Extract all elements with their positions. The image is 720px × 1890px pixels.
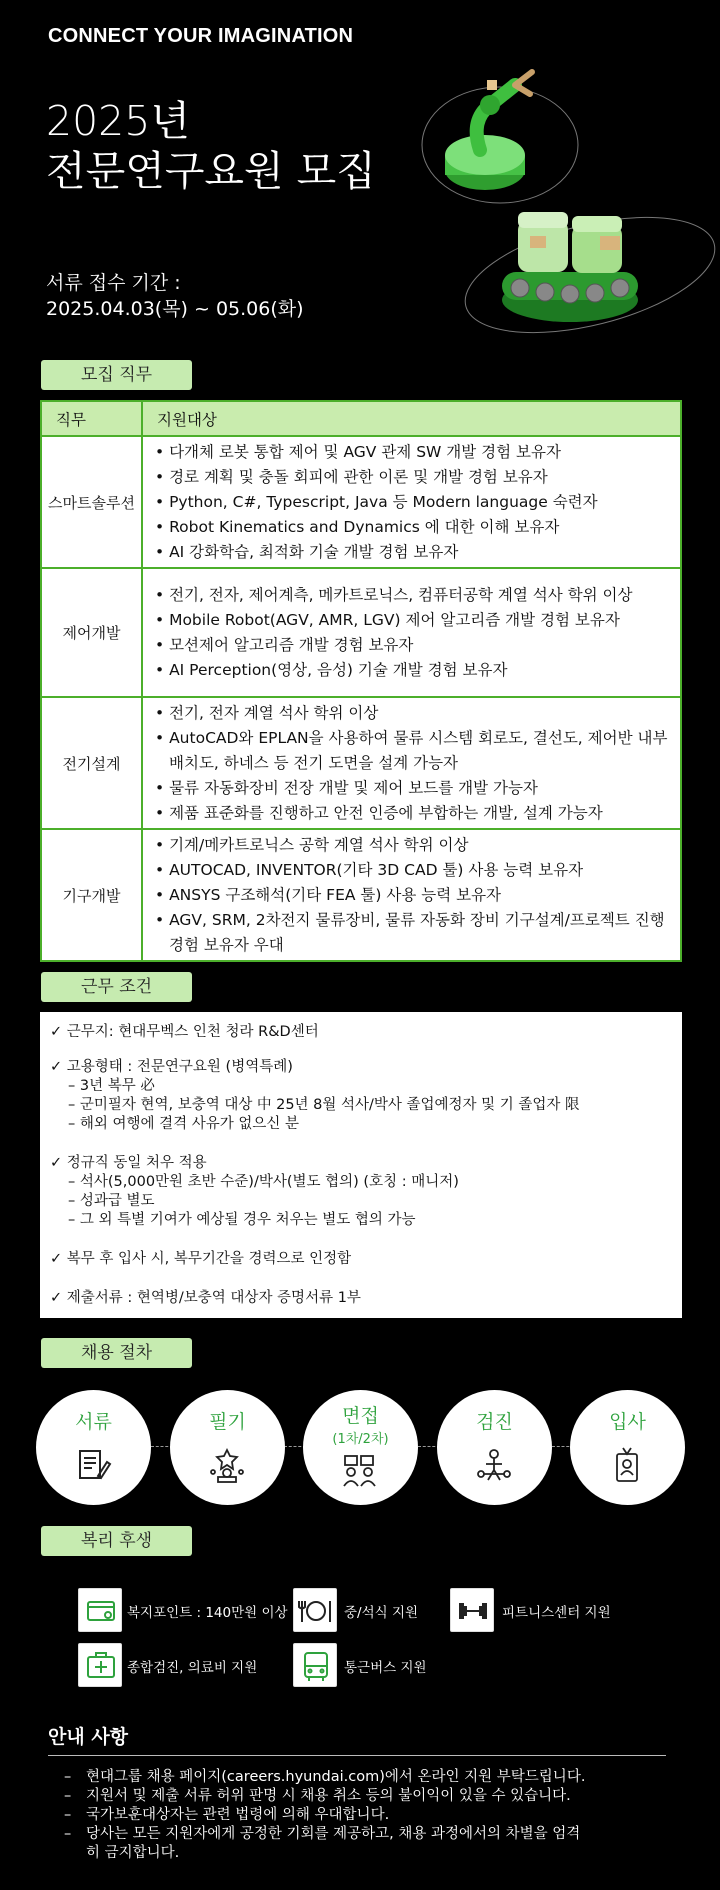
process-step-documents [36,1390,151,1505]
notice-item: – 당사는 모든 지원자에게 공정한 기회를 제공하고, 채용 과정에서의 차별을 엄격히 금지합니다. [64,1826,581,1861]
step-label: 면접 [342,1405,379,1427]
requirement-item: • 물류 자동화장비 전장 개발 및 제어 보드를 개발 가능자 [155,776,670,801]
requirements-cell [142,436,681,568]
condition-sub: – 성과급 별도 [68,1193,155,1209]
condition-employment: ✓ 고용형태 : 전문연구요원 (병역특례) [50,1059,293,1075]
step-label: 입사 [609,1411,646,1433]
requirement-item: • 기계/메카트로닉스 공학 계열 석사 학위 이상 [155,833,670,858]
jobs-table-header [41,401,681,436]
process-step-checkup [437,1390,552,1505]
condition-workplace: ✓ 근무지: 현대무벡스 인천 청라 R&D센터 [50,1024,319,1040]
step-sublabel: (1차/2차) [332,1432,389,1447]
section-conditions-heading: 근무 조건 [41,972,192,1002]
table-row [41,568,681,697]
benefit-label: 종합검진, 의료비 지원 [127,1660,258,1676]
requirements-cell [142,697,681,829]
benefit-label: 복지포인트 : 140만원 이상 [127,1605,288,1621]
requirement-item: • AutoCAD와 EPLAN을 사용하여 물류 시스템 회로도, 결선도, 제어반 내부 배치도, 하네스 등 전기 도면을 설계 가능자 [155,726,670,776]
process-step-written [170,1390,285,1505]
condition-sub: – 그 외 특별 기여가 예상될 경우 처우는 별도 협의 가능 [68,1212,416,1228]
condition-sub: – 해외 여행에 결격 사유가 없으신 분 [68,1116,300,1132]
role-cell: 스마트솔루션 [41,436,142,568]
condition-treatment: ✓ 정규직 동일 처우 적용 [50,1155,207,1171]
document-pen-icon [74,1446,112,1484]
condition-sub: – 군미필자 현역, 보충역 대상 中 25년 8월 석사/박사 졸업예정자 및 기 졸업자 限 [68,1097,580,1113]
requirement-item: • AI Perception(영상, 음성) 기술 개발 경험 보유자 [155,658,670,683]
period-label: 서류 접수 기간 : [46,272,181,294]
requirement-item: • Robot Kinematics and Dynamics 에 대한 이해 보유자 [155,515,670,540]
robot-conveyor-illustration [420,60,720,350]
id-badge-icon [608,1446,646,1484]
requirement-item: • ANSYS 구조해석(기타 FEA 툴) 사용 능력 보유자 [155,883,670,908]
role-cell: 기구개발 [41,829,142,961]
written-test-icon [208,1446,246,1484]
benefit-label: 피트니스센터 지원 [502,1605,611,1621]
role-cell: 제어개발 [41,568,142,697]
requirement-item: • 모션제어 알고리즘 개발 경험 보유자 [155,633,670,658]
jobs-table [40,400,682,962]
requirement-item: • 경로 계획 및 충돌 회피에 관한 이론 및 개발 경험 보유자 [155,465,670,490]
notice-item: – 지원서 및 제출 서류 허위 판명 시 채용 취소 등의 불이익이 있을 수 있습니다. [64,1788,571,1804]
notice-item: – 국가보훈대상자는 관련 법령에 의해 우대합니다. [64,1807,390,1823]
requirement-item: • AGV, SRM, 2차전지 물류장비, 물류 자동화 장비 기구설계/프로젝트 진행 경험 보유자 우대 [155,908,670,958]
column-header-target: 지원대상 [142,401,681,436]
benefit-label: 통근버스 지원 [344,1660,427,1676]
requirement-item: • AI 강화학습, 최적화 기술 개발 경험 보유자 [155,540,670,565]
requirements-cell [142,568,681,697]
requirement-item: • 전기, 전자, 제어계측, 메카트로닉스, 컴퓨터공학 계열 석사 학위 이상 [155,583,670,608]
table-row [41,697,681,829]
dumbbell-icon [450,1588,494,1632]
notice-title: 안내 사항 [48,1726,129,1748]
table-row [41,829,681,961]
interview-icon [341,1452,379,1490]
brand-slogan: CONNECT YOUR IMAGINATION [48,25,354,47]
page-title: 전문연구요원 모집 [46,147,376,195]
notice-divider [48,1755,666,1756]
step-label: 검진 [476,1411,513,1433]
step-label: 서류 [75,1411,112,1433]
column-header-role: 직무 [41,401,142,436]
page-title-year: 2025년 [46,97,190,145]
period-value: 2025.04.03(목) ~ 05.06(화) [46,298,304,320]
condition-documents: ✓ 제출서류 : 현역병/보충역 대상자 증명서류 1부 [50,1290,361,1306]
requirement-item: • 다개체 로봇 통합 제어 및 AGV 관제 SW 개발 경험 보유자 [155,440,670,465]
bus-icon [293,1643,337,1687]
condition-career: ✓ 복무 후 입사 시, 복무기간을 경력으로 인정함 [50,1251,352,1267]
condition-sub: – 3년 복무 必 [68,1078,155,1094]
requirements-cell [142,829,681,961]
table-row [41,436,681,568]
section-jobs-heading: 모집 직무 [41,360,192,390]
process-step-interview [303,1390,418,1505]
requirement-item: • Python, C#, Typescript, Java 등 Modern language 숙련자 [155,490,670,515]
notice-item: – 현대그룹 채용 페이지(careers.hyundai.com)에서 온라인 지원 부탁드립니다. [64,1769,586,1785]
section-process-heading: 채용 절차 [41,1338,192,1368]
role-cell: 전기설계 [41,697,142,829]
conditions-box [40,1012,682,1318]
requirement-item: • AUTOCAD, INVENTOR(기타 3D CAD 툴) 사용 능력 보유자 [155,858,670,883]
meal-icon [293,1588,337,1632]
process-step-onboarding [570,1390,685,1505]
requirement-item: • 제품 표준화를 진행하고 안전 인증에 부합하는 개발, 설계 가능자 [155,801,670,826]
step-label: 필기 [209,1411,246,1433]
section-benefits-heading: 복리 후생 [41,1526,192,1556]
requirement-item: • 전기, 전자 계열 석사 학위 이상 [155,701,670,726]
medical-checkup-icon [475,1446,513,1484]
welfare-card-icon [78,1588,122,1632]
benefit-label: 중/석식 지원 [344,1605,419,1621]
medical-kit-icon [78,1643,122,1687]
requirement-item: • Mobile Robot(AGV, AMR, LGV) 제어 알고리즘 개발 경험 보유자 [155,608,670,633]
condition-sub: – 석사(5,000만원 초반 수준)/박사(별도 협의) (호칭 : 매니저) [68,1174,459,1190]
